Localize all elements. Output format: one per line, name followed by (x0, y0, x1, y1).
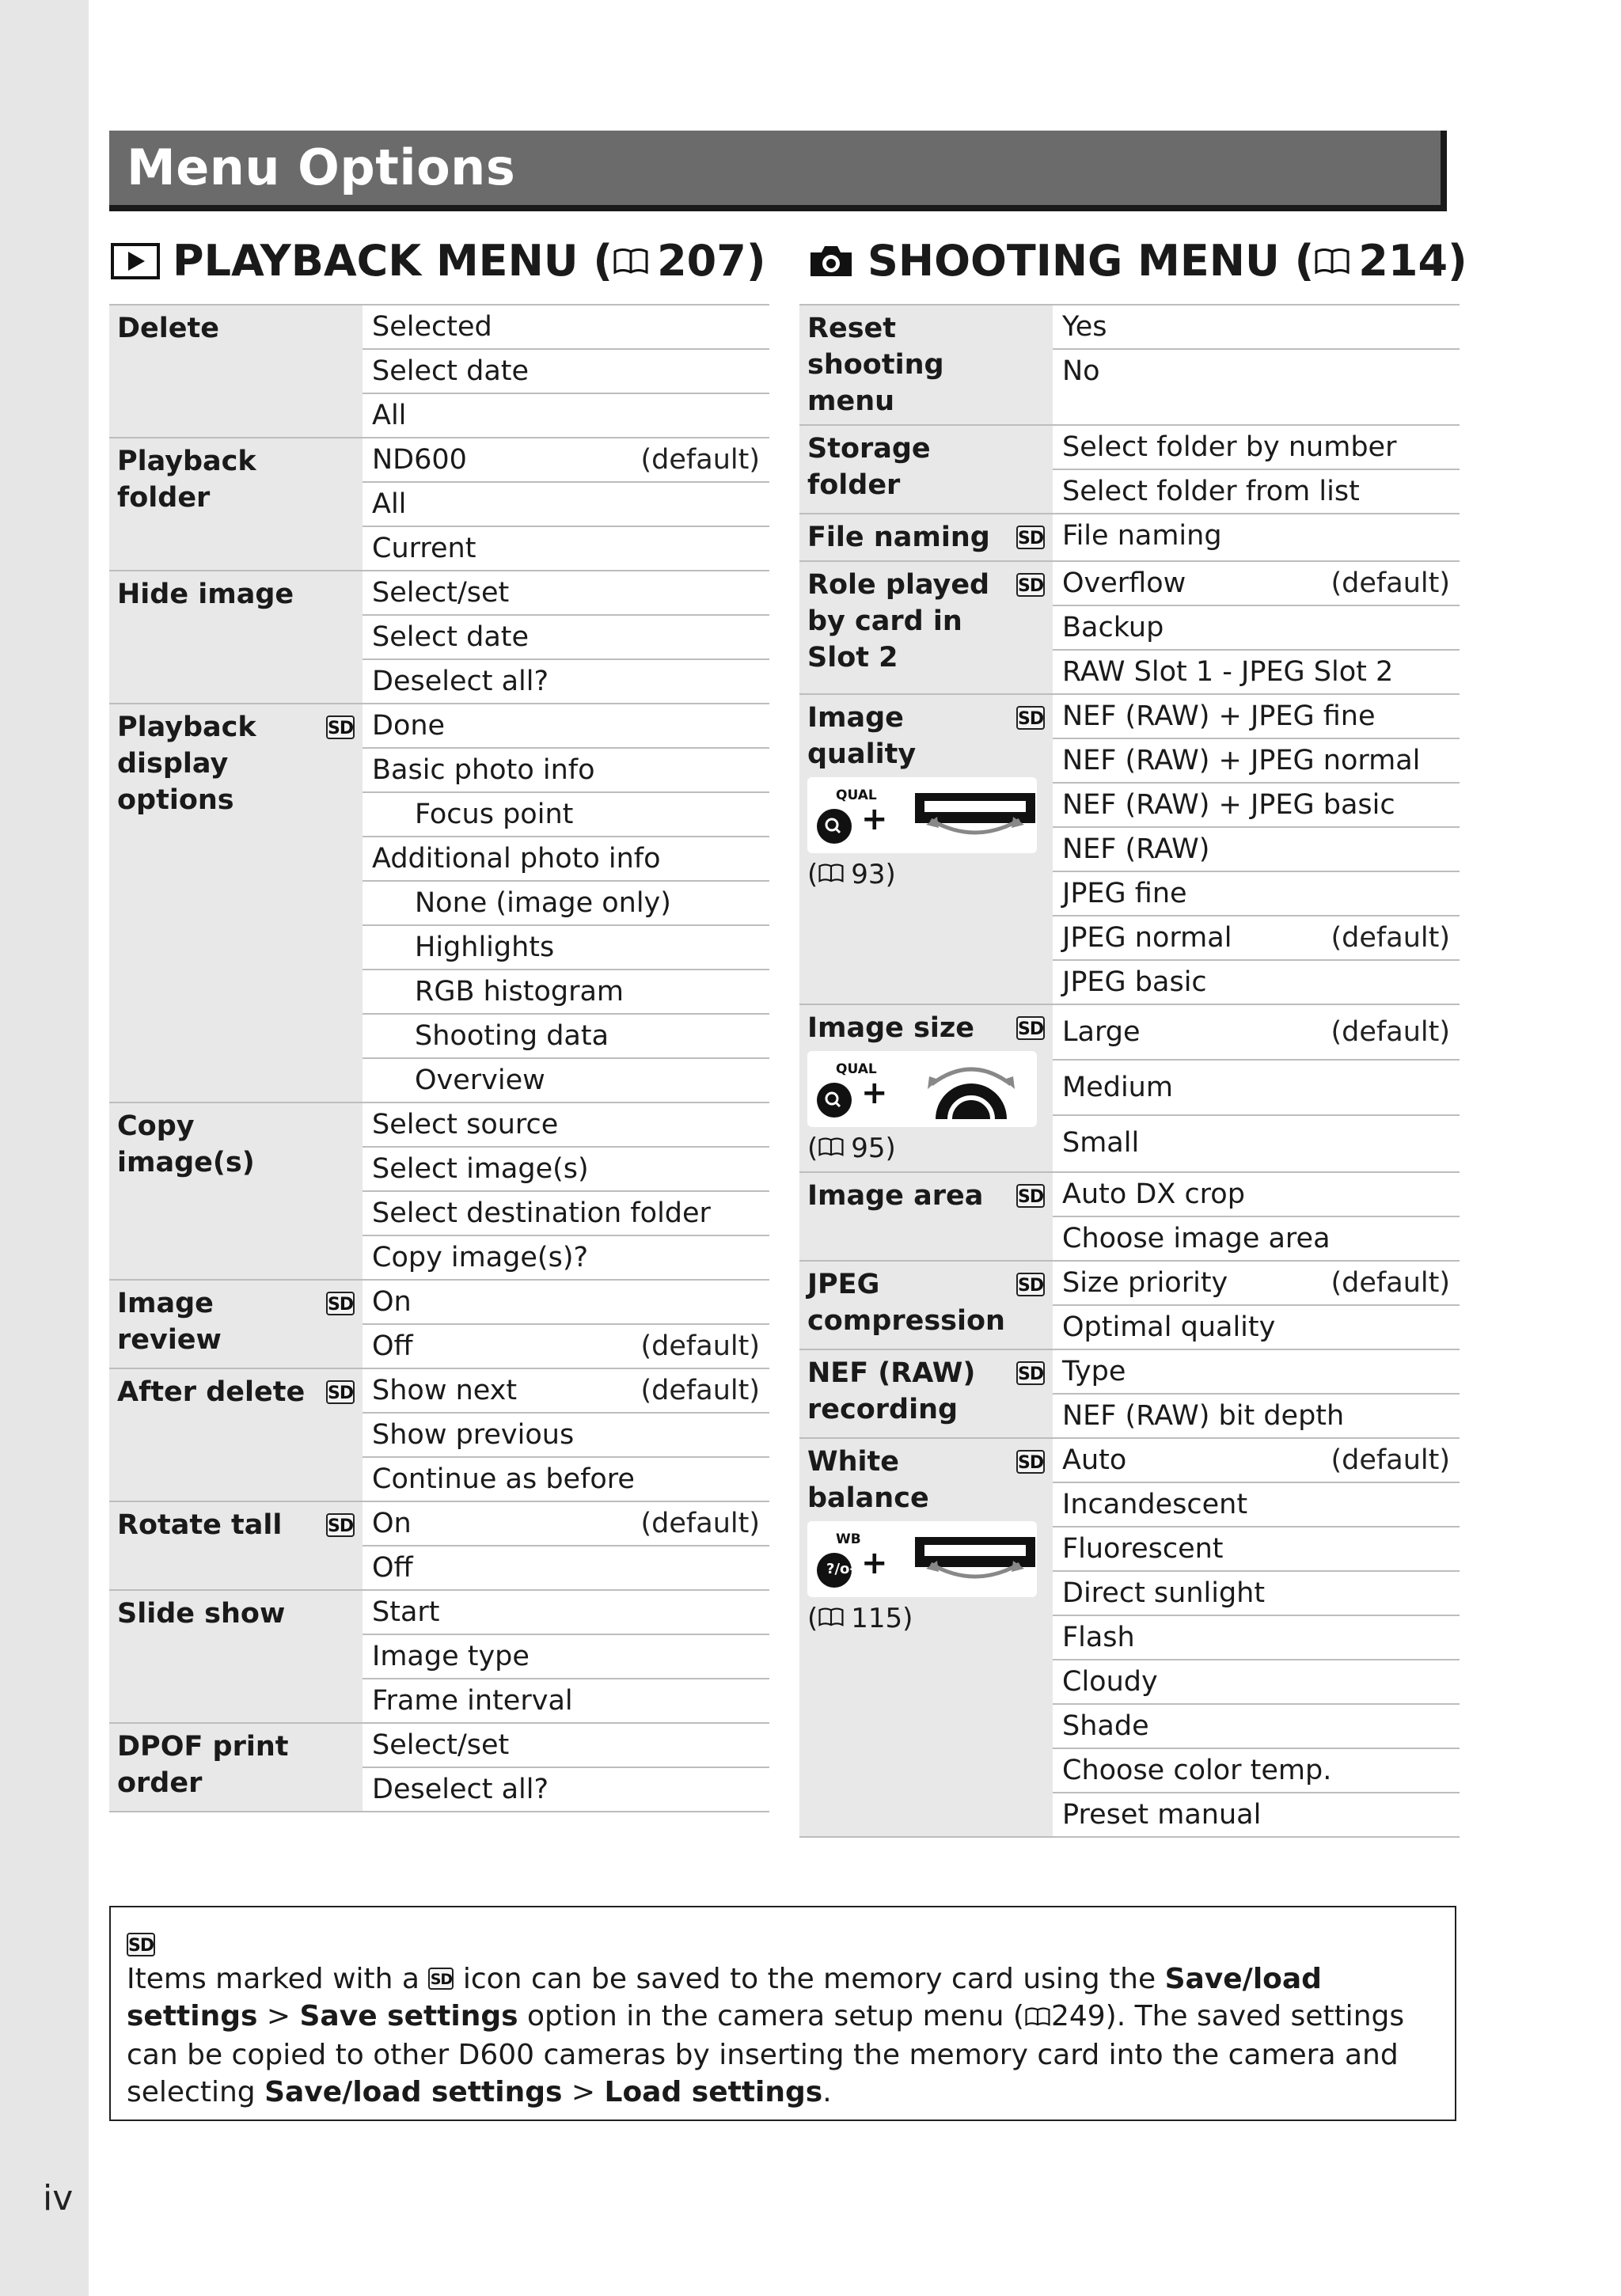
menu-option: Incandescent (1053, 1483, 1460, 1528)
menu-option: Show previous (363, 1414, 769, 1458)
menu-option: Additional photo info (363, 837, 769, 882)
page-margin-strip (0, 0, 89, 2296)
page-number: iv (43, 2178, 74, 2218)
menu-option: Select/set (363, 1724, 769, 1768)
svg-text:WB: WB (836, 1531, 861, 1547)
menu-item-label: NEF (RAW) recording SD (799, 1350, 1053, 1437)
menu-option: None (image only) (363, 882, 769, 926)
svg-text:QUAL: QUAL (836, 787, 877, 803)
menu-option: Optimal quality (1062, 1311, 1276, 1343)
menu-option: Off (default) (363, 1325, 769, 1368)
menu-option: Image type (363, 1635, 769, 1679)
default-marker: (default) (1331, 567, 1450, 599)
sd-settings-icon: SD (326, 1292, 355, 1315)
menu-group (799, 1005, 1460, 1173)
default-marker: (default) (1331, 1016, 1450, 1048)
menu-option: Select/set (363, 571, 769, 616)
menu-option: Choose image area (1062, 1223, 1331, 1254)
menu-option: Yes (1053, 306, 1460, 350)
playback-menu-heading: PLAYBACK MENU ( 207 ) (111, 236, 766, 286)
menu-option: Select folder from list (1062, 476, 1360, 507)
menu-option: Select destination folder (363, 1192, 769, 1236)
menu-option: Cloudy (1053, 1660, 1460, 1705)
menu-option: NEF (RAW) + JPEG normal (1053, 739, 1460, 784)
book-icon (613, 236, 649, 286)
menu-option: ND600 (default) (363, 438, 769, 483)
menu-item-label: DPOF print order (109, 1724, 363, 1811)
menu-item-label: Storage folder (799, 426, 1053, 513)
shooting-menu-table (799, 304, 1460, 1838)
menu-option: Large (default) (1053, 1005, 1460, 1061)
default-marker: (default) (1331, 922, 1450, 954)
menu-group (109, 438, 769, 571)
book-icon (1314, 236, 1350, 286)
sd-settings-icon: SD (1016, 706, 1045, 730)
menu-group (109, 1281, 769, 1369)
default-marker: (default) (640, 444, 760, 476)
menu-group (109, 1103, 769, 1281)
menu-option: Size priority (default) (1053, 1262, 1460, 1306)
page-reference: ( 95 ) (807, 1130, 1045, 1167)
menu-group (799, 1262, 1460, 1350)
menu-option: Select image(s) (363, 1148, 769, 1192)
svg-text:QUAL: QUAL (836, 1061, 877, 1077)
menu-item-label: Image size SD QUAL + ( 95 ) (799, 1005, 1053, 1171)
menu-option: Focus point (363, 793, 769, 837)
sd-note-text: Items marked with a SD icon can be saved to the memory card using the Save/load settings > Save settings option in the camera setup menu ( 249). The saved settings can be copied to other D600 cameras by inserting the memory card into the camera and selecting Save/load settings > Load settings. (127, 1963, 1405, 2108)
main-command-dial-icon (912, 1528, 1038, 1600)
default-marker: (default) (1331, 1444, 1450, 1476)
menu-option: Show next (default) (363, 1369, 769, 1414)
menu-group (799, 1173, 1460, 1262)
main-command-dial-icon (912, 784, 1038, 856)
menu-option: On (default) (363, 1502, 769, 1546)
sd-settings-icon: SD (326, 1380, 355, 1404)
book-icon (818, 1130, 845, 1167)
sd-settings-icon: SD (1016, 1184, 1045, 1208)
wb-button-icon (810, 1528, 888, 1600)
menu-option: JPEG fine (1053, 872, 1460, 917)
menu-group (799, 1350, 1460, 1439)
menu-option: Small (1062, 1127, 1140, 1159)
menu-option: Direct sunlight (1053, 1572, 1460, 1616)
menu-option: Deselect all? (372, 1774, 549, 1805)
menu-item-label: JPEG compression SD (799, 1262, 1053, 1349)
menu-option: Medium (1053, 1061, 1460, 1116)
menu-option: All (372, 400, 407, 431)
menu-option: Choose color temp. (1053, 1749, 1460, 1793)
button-dial-illustration (807, 1521, 1037, 1597)
menu-option: Deselect all? (372, 666, 549, 697)
menu-option: Auto (default) (1053, 1439, 1460, 1483)
svg-text:?/o-: ?/o- (826, 1561, 856, 1577)
menu-option: On (363, 1281, 769, 1325)
sd-settings-icon: SD (1016, 526, 1045, 549)
menu-option: NEF (RAW) bit depth (1062, 1400, 1345, 1432)
menu-option: Off (372, 1552, 413, 1584)
book-icon (818, 856, 845, 893)
menu-option: Fluorescent (1053, 1528, 1460, 1572)
menu-group (799, 695, 1460, 1005)
menu-option: Overview (415, 1065, 545, 1096)
svg-text:+: + (861, 1075, 888, 1111)
menu-group (109, 571, 769, 704)
page-title: Menu Options (127, 139, 516, 196)
menu-option: Continue as before (372, 1463, 635, 1495)
page-title-banner (109, 131, 1447, 211)
menu-option: Shooting data (363, 1015, 769, 1059)
book-icon (818, 1600, 845, 1637)
menu-option: Frame interval (372, 1685, 573, 1717)
menu-option: Preset manual (1062, 1799, 1262, 1831)
menu-option: NEF (RAW) (1053, 828, 1460, 872)
menu-item-label: Image review SD (109, 1281, 363, 1368)
menu-group (109, 1369, 769, 1502)
default-marker: (default) (640, 1330, 760, 1362)
menu-option: Select date (363, 616, 769, 660)
page-reference: ( 115 ) (807, 1600, 1045, 1637)
menu-option: Type (1053, 1350, 1460, 1395)
sd-settings-icon: SD (326, 715, 355, 739)
sd-settings-icon: SD (428, 1968, 454, 1990)
menu-item-label: Hide image (109, 571, 363, 703)
menu-option: NEF (RAW) + JPEG fine (1053, 695, 1460, 739)
menu-option: Flash (1053, 1616, 1460, 1660)
qual-button-icon (810, 784, 888, 856)
button-dial-illustration (807, 1051, 1037, 1127)
sd-note-box (109, 1906, 1456, 2121)
menu-option: Backup (1053, 606, 1460, 651)
menu-item-label: White balance SD WB ?/o- + ( 115 ) (799, 1439, 1053, 1836)
menu-item-label: Rotate tall SD (109, 1502, 363, 1589)
menu-option: All (363, 483, 769, 527)
sd-settings-icon: SD (1016, 1361, 1045, 1385)
menu-item-label: Playback display options SD (109, 704, 363, 1102)
sd-settings-icon: SD (1016, 1450, 1045, 1474)
menu-item-label: Copy image(s) (109, 1103, 363, 1279)
menu-option: Current (372, 533, 476, 564)
menu-option: NEF (RAW) + JPEG basic (1053, 784, 1460, 828)
menu-item-label: Delete (109, 306, 363, 437)
camera-icon (807, 243, 855, 279)
menu-option: Done (363, 704, 769, 749)
menu-group (799, 426, 1460, 514)
menu-group (799, 306, 1460, 426)
menu-option: Copy image(s)? (372, 1242, 589, 1273)
playback-menu-table (109, 304, 769, 1812)
menu-option: File naming (1062, 520, 1222, 552)
menu-item-label: Image quality SD QUAL + ( 93 ) (799, 695, 1053, 1004)
menu-group (799, 514, 1460, 562)
menu-option: Highlights (363, 926, 769, 970)
default-marker: (default) (1331, 1267, 1450, 1299)
default-marker: (default) (640, 1375, 760, 1406)
menu-option: Basic photo info (363, 749, 769, 793)
sd-settings-icon: SD (326, 1513, 355, 1537)
menu-option: Shade (1053, 1705, 1460, 1749)
sd-settings-icon: SD (1016, 573, 1045, 597)
menu-group (109, 1724, 769, 1812)
menu-item-label: Image area SD (799, 1173, 1053, 1260)
page-reference: ( 93 ) (807, 856, 1045, 893)
menu-item-label: File naming SD (799, 514, 1053, 560)
menu-option: JPEG normal (default) (1053, 917, 1460, 961)
menu-option: Select folder by number (1053, 426, 1460, 470)
button-dial-illustration (807, 777, 1037, 853)
menu-group (109, 1502, 769, 1591)
menu-item-label: Slide show (109, 1591, 363, 1722)
menu-option: Overflow (default) (1053, 562, 1460, 606)
menu-option: RGB histogram (363, 970, 769, 1015)
menu-group (109, 306, 769, 438)
menu-item-label: After delete SD (109, 1369, 363, 1501)
menu-option: No (1062, 355, 1100, 387)
qual-button-icon (810, 1057, 888, 1130)
book-icon (1024, 1999, 1051, 2036)
menu-option: Auto DX crop (1053, 1173, 1460, 1217)
default-marker: (default) (640, 1508, 760, 1539)
menu-group (799, 562, 1460, 695)
sd-settings-icon: SD (127, 1933, 155, 1956)
shooting-menu-heading: SHOOTING MENU ( 214 ) (807, 236, 1467, 286)
menu-option: Select source (363, 1103, 769, 1148)
menu-option: Select date (363, 350, 769, 394)
sd-settings-icon: SD (1016, 1016, 1045, 1040)
menu-item-label: Playback folder (109, 438, 363, 570)
sd-settings-icon: SD (1016, 1273, 1045, 1296)
menu-group (109, 704, 769, 1103)
menu-option: JPEG basic (1062, 966, 1207, 998)
menu-group (799, 1439, 1460, 1838)
menu-group (109, 1591, 769, 1724)
menu-option: RAW Slot 1 - JPEG Slot 2 (1062, 656, 1394, 688)
menu-option: Selected (363, 306, 769, 350)
menu-item-label: Reset shooting menu (799, 306, 1053, 424)
playback-icon (111, 243, 160, 279)
menu-option: Start (363, 1591, 769, 1635)
svg-text:+: + (861, 801, 888, 837)
svg-text:+: + (861, 1545, 888, 1581)
sub-command-dial-icon (912, 1057, 1031, 1130)
menu-item-label: Role played by card in Slot 2 SD (799, 562, 1053, 693)
